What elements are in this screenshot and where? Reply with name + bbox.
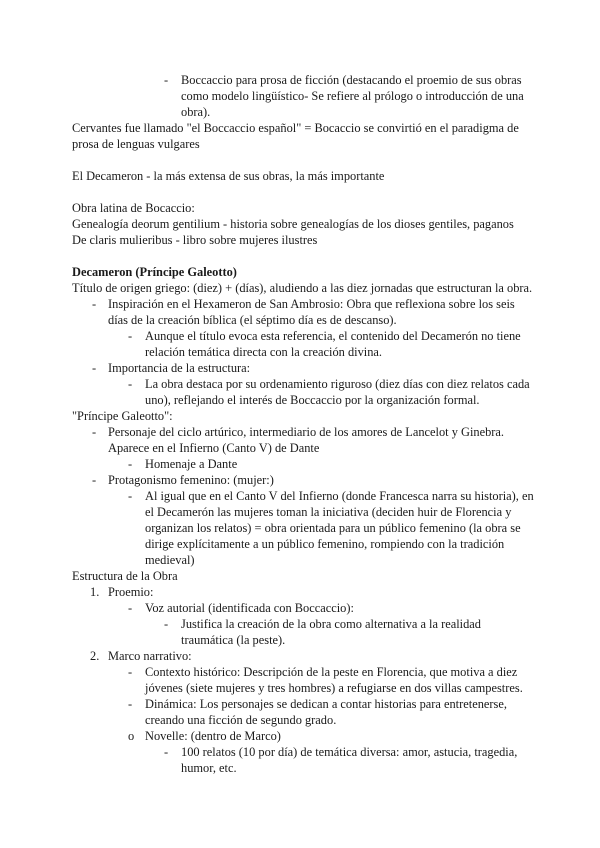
text-line: medieval) bbox=[145, 553, 195, 567]
text-line: Cervantes fue llamado "el Boccaccio español" = Bocaccio se convirtió en el paradigma de bbox=[72, 121, 519, 135]
text-line: como modelo lingüístico- Se refiere al prólogo o introducción de una bbox=[181, 89, 524, 103]
text-line: Protagonismo femenino: (mujer:) bbox=[108, 473, 274, 487]
text-line: días de la creación bíblica (el séptimo día es de descanso). bbox=[108, 313, 397, 327]
list-bullet: - bbox=[164, 617, 169, 631]
text-line: relación temática directa con la creación divina. bbox=[145, 345, 383, 359]
list-bullet: - bbox=[128, 489, 133, 503]
list-bullet: - bbox=[128, 665, 133, 679]
text-line: Importancia de la estructura: bbox=[108, 361, 251, 375]
text-line: dirige explícitamente a un público femenino, rompiendo con la tradición bbox=[145, 537, 505, 551]
text-line: Título de origen griego: (diez) + (días), aludiendo a las diez jornadas que estructuran la obra. bbox=[72, 281, 533, 295]
list-bullet: - bbox=[92, 361, 97, 375]
list-bullet: - bbox=[92, 425, 97, 439]
text-line: obra). bbox=[181, 105, 211, 119]
text-line: Al igual que en el Canto V del Infierno (donde Francesca narra su historia), en bbox=[145, 489, 534, 503]
text-line: el Decamerón las mujeres toman la iniciativa (deciden huir de Florencia y bbox=[145, 505, 512, 519]
text-line: "Príncipe Galeotto": bbox=[72, 409, 173, 423]
text-line: Estructura de la Obra bbox=[72, 569, 178, 583]
text-line: Aunque el título evoca esta referencia, el contenido del Decamerón no tiene bbox=[145, 329, 521, 343]
list-number: 1. bbox=[90, 585, 100, 599]
text-line: 100 relatos (10 por día) de temática diversa: amor, astucia, tragedia, bbox=[181, 745, 518, 759]
text-line: prosa de lenguas vulgares bbox=[72, 137, 200, 151]
text-line: Voz autorial (identificada con Boccaccio): bbox=[145, 601, 354, 615]
list-bullet: - bbox=[128, 601, 133, 615]
text-line: Inspiración en el Hexameron de San Ambrosio: Obra que reflexiona sobre los seis bbox=[108, 297, 515, 311]
list-bullet: - bbox=[92, 297, 97, 311]
section-heading: Decameron (Príncipe Galeotto) bbox=[72, 265, 237, 279]
text-line: El Decameron - la más extensa de sus obras, la más importante bbox=[72, 169, 385, 183]
list-bullet: - bbox=[92, 473, 97, 487]
text-line: Homenaje a Dante bbox=[145, 457, 238, 471]
list-bullet: o bbox=[128, 729, 135, 743]
list-number: 2. bbox=[90, 649, 100, 663]
text-line: Aparece en el Infierno (Canto V) de Dante bbox=[108, 441, 320, 455]
text-line: Personaje del ciclo artúrico, intermediario de los amores de Lancelot y Ginebra. bbox=[108, 425, 505, 439]
text-line: De claris mulieribus - libro sobre mujeres ilustres bbox=[72, 233, 318, 247]
text-line: uno), reflejando el interés de Boccaccio por la organización formal. bbox=[145, 393, 480, 407]
text-line: Obra latina de Bocaccio: bbox=[72, 201, 195, 215]
text-line: Contexto histórico: Descripción de la peste en Florencia, que motiva a diez bbox=[145, 665, 518, 679]
list-bullet: - bbox=[164, 745, 169, 759]
text-line: Genealogía deorum gentilium - historia sobre genealogías de los dioses gentiles, paganos bbox=[72, 217, 514, 231]
text-line: humor, etc. bbox=[181, 761, 237, 775]
list-bullet: - bbox=[128, 457, 133, 471]
text-line: traumática (la peste). bbox=[181, 633, 286, 647]
text-line: Justifica la creación de la obra como alternativa a la realidad bbox=[181, 617, 481, 631]
text-line: Novelle: (dentro de Marco) bbox=[145, 729, 281, 743]
text-line: Boccaccio para prosa de ficción (destacando el proemio de sus obras bbox=[181, 73, 522, 87]
text-line: Proemio: bbox=[108, 585, 154, 599]
list-bullet: - bbox=[128, 377, 133, 391]
list-bullet: - bbox=[128, 697, 133, 711]
text-line: organizan los relatos) = obra orientada para un público femenino (la obra se bbox=[145, 521, 521, 535]
text-line: creando una ficción de segundo grado. bbox=[145, 713, 337, 727]
list-bullet: - bbox=[164, 73, 169, 87]
text-line: Dinámica: Los personajes se dedican a contar historias para entretenerse, bbox=[145, 697, 507, 711]
list-bullet: - bbox=[128, 329, 133, 343]
text-line: Marco narrativo: bbox=[108, 649, 192, 663]
text-line: jóvenes (siete mujeres y tres hombres) a refugiarse en dos villas campestres. bbox=[145, 681, 523, 695]
text-line: La obra destaca por su ordenamiento riguroso (diez días con diez relatos cada bbox=[145, 377, 530, 391]
